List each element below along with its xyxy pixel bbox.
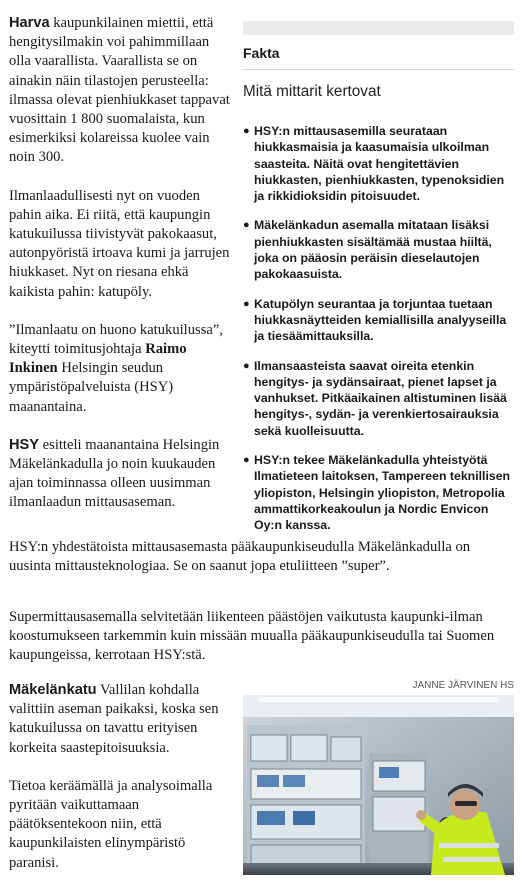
- article-column-bottom: [9, 681, 234, 892]
- article-paragraph: [9, 187, 234, 302]
- article-paragraph: [9, 436, 234, 513]
- paragraph-text: kaupunkilainen miettii, että hengitysilmakin voi pahimmillaan olla vaarallista. Vaarallista se on ainakin näin tilastojen perusteella: ilmassa olevat pienhiukkaset tappavat vuosittain 1 800 suomalaista, kun esimerkiksi kolareissa kuolee vain noin 300.: [9, 15, 230, 166]
- fact-box-label: Fakta: [243, 35, 514, 70]
- bullet-icon: ●: [243, 297, 250, 310]
- paragraph-text: Ilmanlaadullisesti nyt on vuoden pahin aika. Ei riitä, että kaupungin katukuilussa tiivistyvät pakokaasut, autonpyöristä irtoava kumi ja jarrujen hiukkaset. Nyt on riesana ehkä kaikista pahin: katupöly.: [9, 187, 230, 300]
- article-paragraph: [9, 777, 234, 873]
- bullet-icon: ●: [243, 125, 250, 137]
- paragraph-text: Tietoa keräämällä ja analysoimalla pyritään vaikuttamaan päätöksentekoon niin, että kaupunkilaisten elinympäristö paranisi.: [9, 777, 213, 871]
- paragraph-lead: Mäkelänkatu: [9, 682, 97, 698]
- article-column-left: [9, 14, 234, 532]
- quote-text: Helsingin seudun ympäristöpalveluista (HSY) maanantaina.: [9, 360, 174, 415]
- paragraph-text: Vallilan kohdalla valittiin aseman paikaksi, koska sen katukuilussa on tavattu erityisen korkeita saastepitoisuuksia.: [9, 682, 219, 756]
- fact-box: [243, 21, 514, 547]
- fact-item: [243, 452, 514, 533]
- paragraph-text: esitteli maanantaina Helsingin Mäkelänkadulla jo noin kuukauden ajan toiminnassa olleen uusimman ilmanlaadun mittausaseman.: [9, 436, 220, 511]
- person-name: Raimo Inkinen: [9, 341, 187, 377]
- bullet-icon: ●: [243, 219, 250, 232]
- article-paragraph: Supermittausasemalla selvitetään liikenteen päästöjen vaikutusta kaupunki-ilman koostumukseen tarkemmin kuin missään muualla pääkaupunkiseudulla tai Suomen kaupungeissa, kerrotaan HSY:stä.: [9, 609, 495, 664]
- article-photo: [243, 695, 514, 875]
- fact-item-text: HSY:n tekee Mäkelänkadulla yhteistyötä Ilmatieteen laitoksen, Tampereen teknillisen yliopiston, Helsingin yliopiston, Metropolia ammattikorkeakoulun ja Nordic Envicon Oy:n kanssa.: [254, 453, 511, 533]
- fact-item: [243, 296, 514, 345]
- quote-text: ”Ilmanlaatu on huono katukuilussa”, kiteytti toimitusjohtaja: [9, 321, 223, 358]
- photo-measurement-station-icon: [243, 695, 514, 875]
- fact-item-text: Mäkelänkadun asemalla mitataan lisäksi pienhiukkasten sisältämää mustaa hiiltä, joka on pääosin peräisin dieselautojen pakokaasuista.: [254, 218, 492, 282]
- fact-item: [243, 358, 514, 439]
- photo-credit: JANNE JÄRVINEN HS: [412, 680, 514, 691]
- bullet-icon: ●: [243, 359, 250, 372]
- fact-box-title: Mitä mittarit kertovat: [243, 83, 381, 100]
- fact-box-band: [243, 21, 514, 35]
- bullet-icon: ●: [243, 454, 250, 467]
- paragraph-lead: HSY: [9, 436, 40, 453]
- fact-item-text: HSY:n mittausasemilla seurataan hiukkasmaisia ja kaasumaisia ulkoilman saasteita. Näitä ovat hengitettävien hiukkasten, pienhiukkasten, typenoksidien ja rikkidioksidin pitoisuudet.: [254, 124, 505, 204]
- fact-item-text: Katupölyn seurantaa ja torjuntaa tuetaan hiukkasnäytteiden kemiallisilla analyyseilla ja tiesäämittauksilla.: [254, 296, 507, 344]
- fact-item: [243, 123, 514, 204]
- article-paragraph: HSY:n yhdestätoista mittausasemasta pääkaupunkiseudulla Mäkelänkadulla on uusinta mittausteknologiaa. Se on saanut jopa etuliitteen ”super”.: [9, 539, 471, 575]
- fact-item: [243, 217, 514, 282]
- article-paragraph: [9, 14, 234, 168]
- fact-item-text: Ilmansaasteista saavat oireita etenkin hengitys- ja sydänsairaat, pienet lapset ja vanhukset. Pitkäaikainen altistuminen lisää hengitys-, sydän- ja verenkiertosairauksia sekä kuolleisuutta.: [254, 358, 507, 438]
- article-paragraph: [9, 321, 234, 417]
- article-paragraph: [9, 681, 234, 758]
- paragraph-lead: Harva: [9, 15, 50, 31]
